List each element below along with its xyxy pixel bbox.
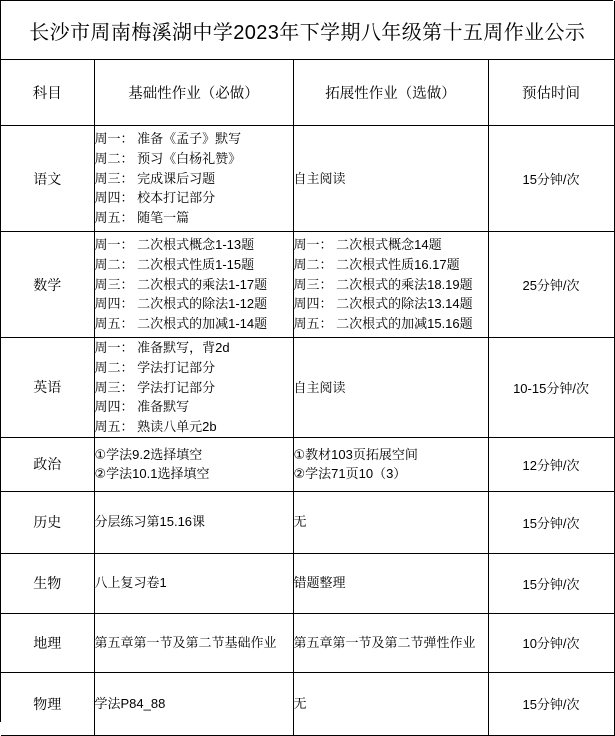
homework-line-list [95, 694, 293, 714]
header-row [1, 60, 614, 126]
table-row [1, 491, 614, 553]
basic-homework [94, 232, 293, 338]
homework-line: 周一： 准备《孟子》默写 [94, 131, 242, 147]
homework-line: 第五章第一节及第二节弹性作业 [293, 634, 476, 650]
homework-line-list [294, 633, 488, 653]
table-row [1, 553, 614, 613]
basic-homework [94, 437, 293, 491]
subject-name: 地理 [1, 613, 94, 672]
page-title: 长沙市周南梅溪湖中学2023年下学期八年级第十五周作业公示 [1, 1, 614, 60]
basic-homework [94, 613, 293, 672]
table-row [1, 613, 614, 672]
homework-line-list [95, 512, 293, 532]
estimated-time: 15分钟/次 [488, 553, 614, 613]
homework-line: 周二： 二次根式性质1-15题 [94, 256, 255, 272]
homework-line: 错题整理 [293, 575, 346, 591]
basic-homework [94, 126, 293, 232]
subject-name: 生物 [1, 553, 94, 613]
column-header-basic: 基础性作业（必做） [94, 60, 293, 126]
table-row [1, 672, 614, 735]
homework-line: 周二： 二次根式性质16.17题 [293, 256, 460, 272]
homework-line: 八上复习卷1 [94, 575, 167, 591]
homework-line: 周三： 二次根式的乘法18.19题 [293, 276, 473, 292]
homework-line: 自主阅读 [293, 170, 346, 186]
estimated-time: 15分钟/次 [488, 126, 614, 232]
subject-name: 物理 [1, 672, 94, 735]
homework-line: 无 [293, 514, 307, 530]
estimated-time: 15分钟/次 [488, 491, 614, 553]
table-row [1, 338, 614, 438]
table-row [1, 126, 614, 232]
basic-homework [94, 491, 293, 553]
homework-line: 周四： 校本打记部分 [94, 190, 216, 206]
homework-line: 周五： 熟读八单元2b [94, 419, 217, 434]
column-header-extension: 拓展性作业（选做） [293, 60, 488, 126]
homework-line: 周二： 预习《白杨礼赞》 [94, 150, 242, 166]
extension-homework [293, 672, 488, 735]
homework-line-list [294, 512, 488, 532]
estimated-time: 10分钟/次 [488, 613, 614, 672]
homework-line: ②学法10.1选择填空 [94, 466, 210, 482]
subject-name: 政治 [1, 437, 94, 491]
homework-line-list [294, 694, 488, 714]
homework-line: 周五： 二次根式的加减15.16题 [293, 316, 473, 332]
title-row [1, 1, 614, 60]
homework-line-list [294, 573, 488, 593]
homework-line: ②学法71页10（3） [293, 466, 407, 482]
extension-homework [293, 126, 488, 232]
extension-homework [293, 491, 488, 553]
homework-line: 周三： 完成课后习题 [94, 170, 216, 186]
extension-homework [293, 553, 488, 613]
column-header-time: 预估时间 [488, 60, 614, 126]
homework-line-list [95, 235, 293, 334]
homework-line: 分层练习第15.16课 [94, 514, 206, 530]
extension-homework [293, 613, 488, 672]
homework-line: 第五章第一节及第二节基础作业 [94, 634, 277, 650]
homework-line: 周二： 学法打记部分 [94, 359, 216, 375]
homework-line: 周四： 二次根式的除法13.14题 [293, 296, 473, 312]
homework-line-list [95, 445, 293, 485]
subject-name: 英语 [1, 338, 94, 438]
estimated-time: 25分钟/次 [488, 232, 614, 338]
extension-homework [293, 232, 488, 338]
table-row [1, 232, 614, 338]
homework-line: ①学法9.2选择填空 [94, 446, 203, 462]
homework-line: 周三： 学法打记部分 [94, 379, 216, 395]
table-body [1, 1, 614, 735]
homework-line-list [294, 445, 488, 485]
homework-line: 自主阅读 [293, 379, 346, 395]
estimated-time: 12分钟/次 [488, 437, 614, 491]
homework-line: ①教材103页拓展空间 [293, 446, 418, 462]
homework-line: 周一： 二次根式概念14题 [293, 237, 442, 253]
homework-line: 无 [293, 695, 307, 711]
estimated-time: 10-15分钟/次 [488, 338, 614, 438]
homework-line: 周一： 二次根式概念1-13题 [94, 237, 255, 253]
homework-line: 周三： 二次根式的乘法1-17题 [94, 276, 268, 292]
homework-line: 学法P84_88 [94, 695, 166, 711]
subject-name: 历史 [1, 491, 94, 553]
homework-line-list [294, 378, 488, 398]
homework-line-list [95, 573, 293, 593]
extension-homework [293, 437, 488, 491]
basic-homework [94, 672, 293, 735]
basic-homework [94, 338, 293, 438]
homework-line-list [95, 129, 293, 228]
homework-line: 周四： 准备默写 [94, 399, 190, 415]
homework-line-list [294, 169, 488, 189]
homework-line: 周五： 随笔一篇 [94, 210, 190, 226]
homework-line-list [95, 633, 293, 653]
homework-line: 周四： 二次根式的除法1-12题 [94, 296, 268, 312]
column-header-subject: 科目 [1, 60, 94, 126]
table-row [1, 437, 614, 491]
estimated-time: 15分钟/次 [488, 672, 614, 735]
extension-homework [293, 338, 488, 438]
homework-line: 周五： 二次根式的加减1-14题 [94, 316, 268, 332]
homework-line: 周一： 准备默写，背2d [94, 340, 230, 355]
subject-name: 数学 [1, 232, 94, 338]
homework-table [1, 1, 615, 736]
homework-line-list [95, 338, 293, 437]
subject-name: 语文 [1, 126, 94, 232]
homework-line-list [294, 235, 488, 334]
basic-homework [94, 553, 293, 613]
